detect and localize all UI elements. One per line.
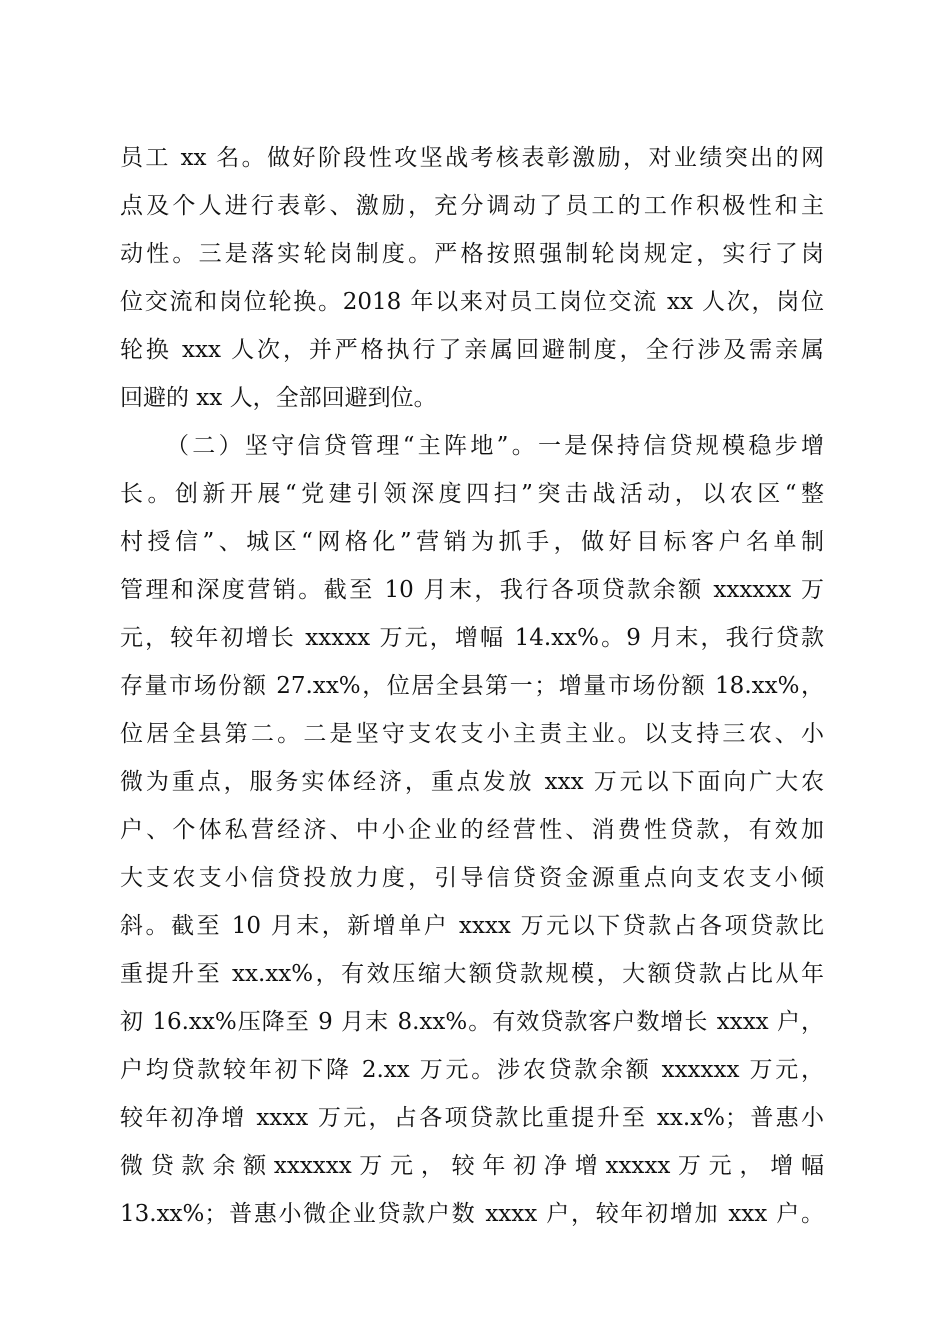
text-line-5: 轮换 xxx 人次，并严格执行了亲属回避制度，全行涉及需亲属 xyxy=(120,337,824,363)
text-line-11: 元，较年初增长 xxxxx 万元，增幅 14.xx%。9 月末，我行贷款 xyxy=(120,625,824,651)
text-line-19: 初 16.xx%压降至 9 月末 8.xx%。有效贷款客户数增长 xxxx 户， xyxy=(120,1009,824,1035)
section-heading-line: （二）坚守信贷管理“主阵地”。一是保持信贷规模稳步增 xyxy=(166,433,824,459)
text-line-12: 存量市场份额 27.xx%，位居全县第一；增量市场份额 18.xx%， xyxy=(120,673,824,699)
text-line-3: 动性。三是落实轮岗制度。严格按照强制轮岗规定，实行了岗 xyxy=(120,241,824,267)
text-line-22: 微 贷 款 余 额 xxxxxx 万 元 ， 较 年 初 净 增 xxxxx 万 元 ， 增 幅 xyxy=(120,1153,824,1179)
text-line-8: 长。创新开展“党建引领深度四扫”突击战活动，以农区“整 xyxy=(120,481,824,507)
text-line-17: 斜。截至 10 月末，新增单户 xxxx 万元以下贷款占各项贷款比 xyxy=(120,913,824,939)
text-line-2: 点及个人进行表彰、激励，充分调动了员工的工作积极性和主 xyxy=(120,193,824,219)
text-line-21: 较年初净增 xxxx 万元，占各项贷款比重提升至 xx.x%；普惠小 xyxy=(120,1105,824,1131)
text-line-18: 重提升至 xx.xx%，有效压缩大额贷款规模，大额贷款占比从年 xyxy=(120,961,824,987)
text-line-23: 13.xx%；普惠小微企业贷款户数 xxxx 户，较年初增加 xxx 户。 xyxy=(120,1201,824,1227)
text-line-20: 户均贷款较年初下降 2.xx 万元。涉农贷款余额 xxxxxx 万元， xyxy=(120,1057,824,1083)
text-line-6: 回避的 xx 人，全部回避到位。 xyxy=(120,385,437,411)
text-line-10: 管理和深度营销。截至 10 月末，我行各项贷款余额 xxxxxx 万 xyxy=(120,577,824,603)
text-line-9: 村授信”、城区“网格化”营销为抓手，做好目标客户名单制 xyxy=(120,529,824,555)
text-line-15: 户、个体私营经济、中小企业的经营性、消费性贷款，有效加 xyxy=(120,817,824,843)
text-line-14: 微为重点，服务实体经济，重点发放 xxx 万元以下面向广大农 xyxy=(120,769,824,795)
text-line-13: 位居全县第二。二是坚守支农支小主责主业。以支持三农、小 xyxy=(120,721,824,747)
text-line-1: 员工 xx 名。做好阶段性攻坚战考核表彰激励，对业绩突出的网 xyxy=(120,145,824,171)
text-line-16: 大支农支小信贷投放力度，引导信贷资金源重点向支农支小倾 xyxy=(120,865,824,891)
text-line-4: 位交流和岗位轮换。2018 年以来对员工岗位交流 xx 人次，岗位 xyxy=(120,289,824,315)
